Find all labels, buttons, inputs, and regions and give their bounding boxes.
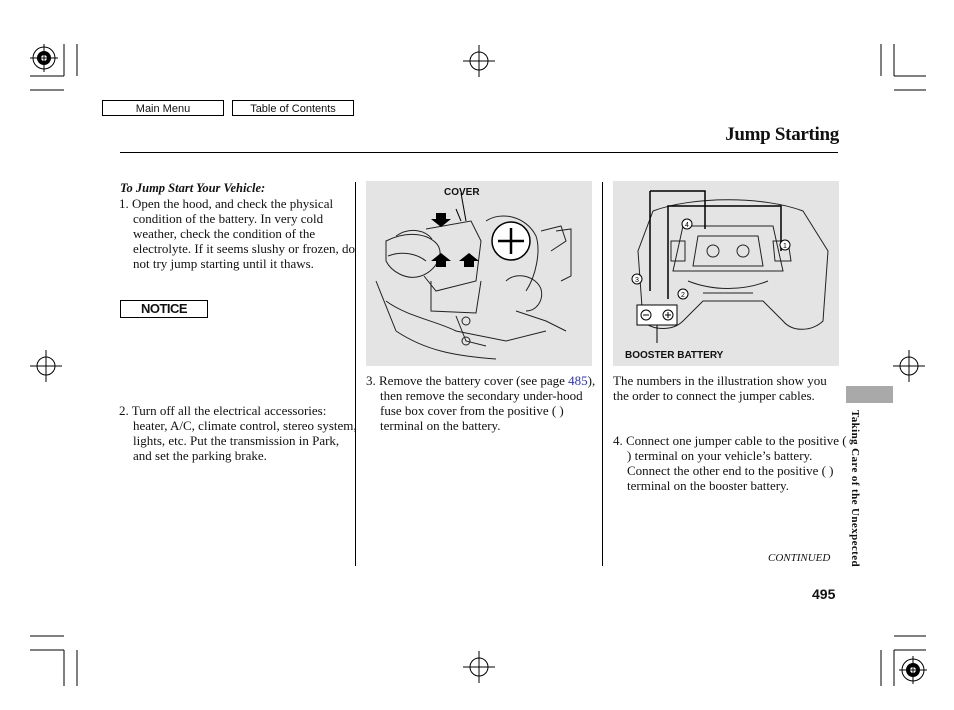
- registration-starburst-tl: [30, 44, 58, 72]
- step-3-rest: ), then remove the secondary under-hood fuse box cover from the positive ( ) terminal on the battery.: [380, 373, 596, 433]
- svg-text:3: 3: [635, 277, 639, 284]
- svg-text:1: 1: [783, 243, 787, 250]
- notice-label: NOTICE: [120, 300, 208, 318]
- svg-text:2: 2: [681, 292, 685, 299]
- title-rule: [120, 152, 838, 153]
- procedure-heading: To Jump Start Your Vehicle:: [120, 181, 266, 195]
- booster-battery-caption: BOOSTER BATTERY: [625, 350, 724, 361]
- engine-bay-drawing: [366, 181, 592, 366]
- column-divider-1: [355, 182, 356, 566]
- step-3-lead: 3. Remove the battery cover (see page: [366, 373, 569, 388]
- section-tab-label: Taking Care of the Unexpected: [849, 410, 861, 568]
- cover-caption: COVER: [444, 187, 480, 198]
- step-2-text: 2. Turn off all the electrical accessories: heater, A/C, climate control, stereo system, lights, etc. Put the transmission in Park, and set the parking brake.: [119, 403, 357, 463]
- svg-text:4: 4: [685, 222, 689, 229]
- step-4-text: 4. Connect one jumper cable to the positive ( ) terminal on your vehicle’s battery. Connect the other end to the positive ( ) terminal on the booster battery.: [613, 433, 847, 493]
- main-menu-button[interactable]: Main Menu: [102, 100, 224, 116]
- jumper-cable-illustration: [613, 181, 839, 366]
- illustration-note: The numbers in the illustration show you the order to connect the jumper cables.: [613, 373, 827, 403]
- table-of-contents-button[interactable]: Table of Contents: [232, 100, 354, 116]
- jumper-connection-drawing: [613, 181, 839, 366]
- step-1-text: 1. Open the hood, and check the physical condition of the battery. In very cold weather, check the condition of the electrolyte. If it seems slushy or frozen, do not try jump starting until it thaws.: [119, 196, 356, 271]
- battery-cover-illustration: [366, 181, 592, 366]
- registration-starburst-br: [899, 656, 927, 684]
- section-tab: [846, 386, 893, 403]
- page-title: Jump Starting: [725, 124, 839, 145]
- continued-label: CONTINUED: [768, 552, 831, 564]
- page-485-link[interactable]: 485: [568, 373, 588, 388]
- page-number: 495: [812, 586, 836, 602]
- step-3-text: [366, 373, 606, 433]
